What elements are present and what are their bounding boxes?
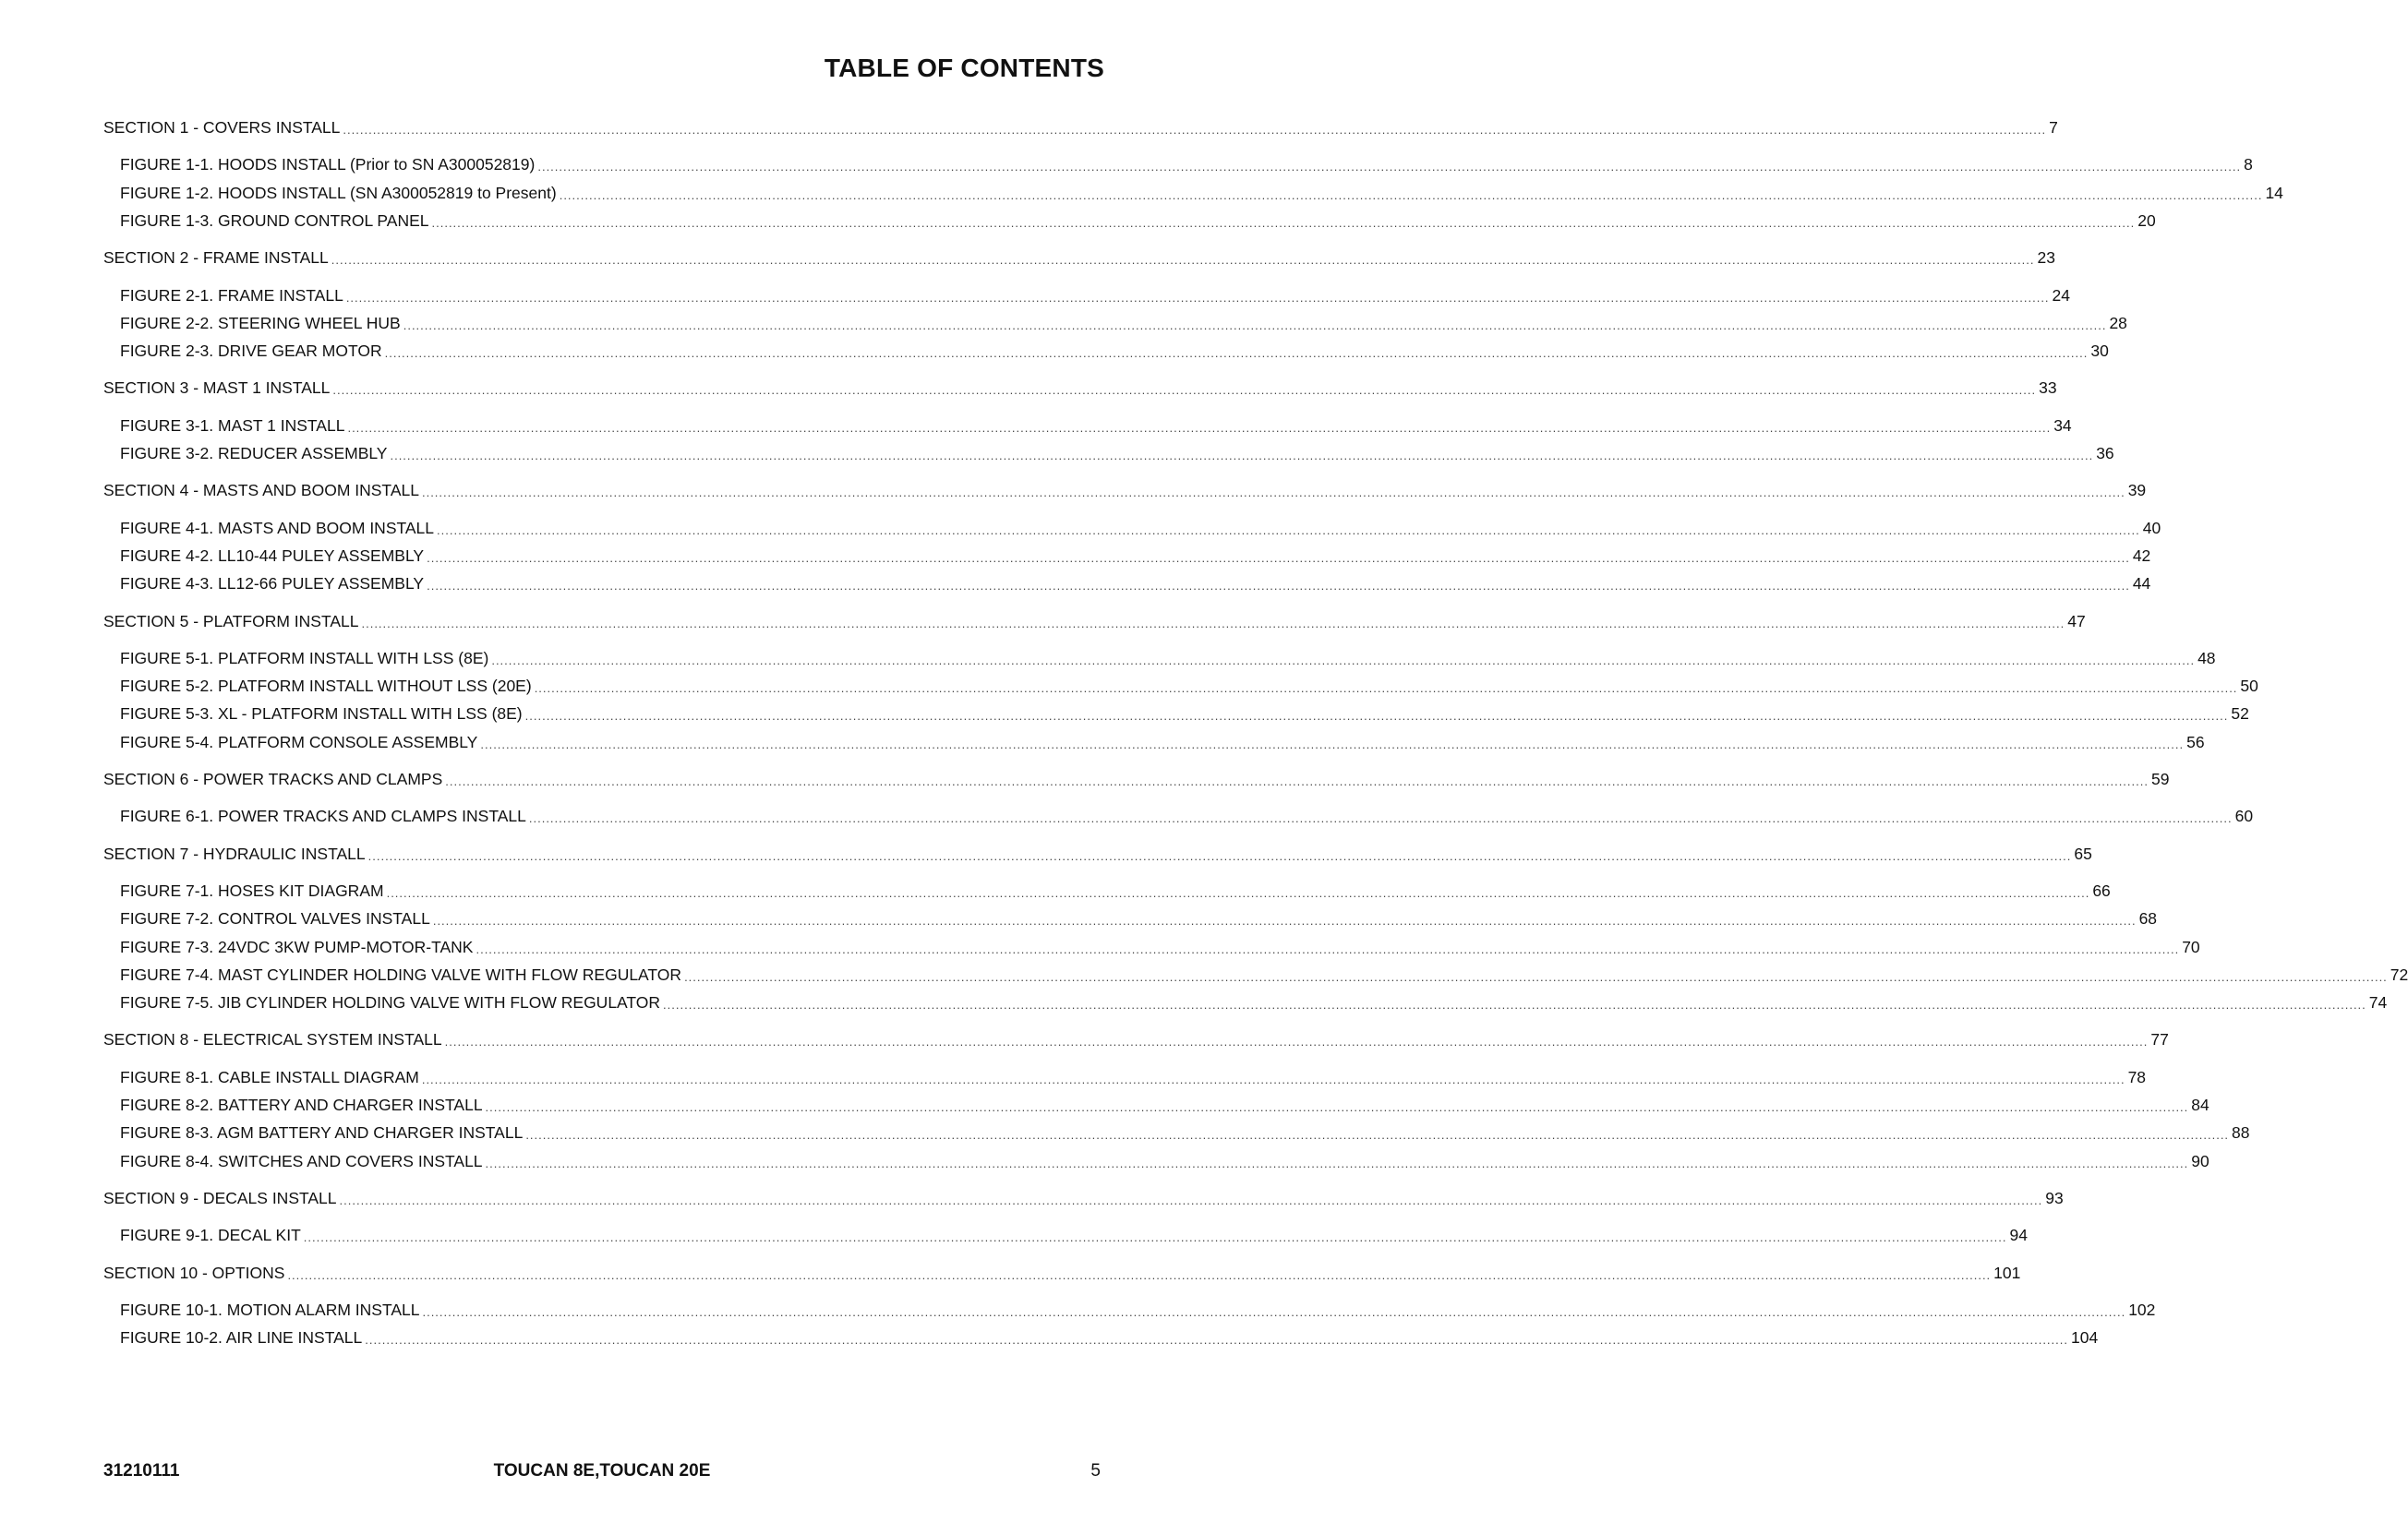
toc-entry-page: 36 — [2096, 444, 2114, 462]
toc-entry-section[interactable] — [103, 1263, 2021, 1283]
toc-entry-section[interactable] — [103, 770, 2170, 789]
toc-entry-page: 33 — [2039, 378, 2057, 398]
dot-leader: ................................................................................................................................................................................................................................................................................................................................................................................................................ — [386, 885, 2090, 900]
dot-leader: ................................................................................................................................................................................................................................................................................................................................................................................................................ — [485, 1100, 2189, 1114]
toc-entry-figure[interactable] — [103, 807, 2254, 826]
toc-entry-section[interactable] — [103, 248, 2055, 268]
dot-leader: ................................................................................................................................................................................................................................................................................................................................................................................................................ — [432, 914, 2137, 929]
toc-entry-label: FIGURE 8-2. BATTERY AND CHARGER INSTALL — [120, 1096, 483, 1114]
toc-entry-label: SECTION 6 - POWER TRACKS AND CLAMPS — [103, 770, 443, 788]
toc-entry-figure[interactable] — [103, 1328, 2099, 1348]
toc-entry-page: 20 — [2137, 210, 2156, 230]
toc-entry-figure[interactable] — [103, 993, 2388, 1013]
toc-entry-figure[interactable] — [103, 518, 2161, 538]
toc-entry-label: SECTION 7 - HYDRAULIC INSTALL — [103, 844, 366, 863]
toc-entry-page: 94 — [2009, 1226, 2028, 1245]
toc-entry-page: 102 — [2128, 1300, 2156, 1319]
toc-entry-page: 84 — [2191, 1096, 2209, 1114]
toc-entry-page: 74 — [2368, 993, 2388, 1013]
toc-entry-figure[interactable] — [103, 909, 2158, 929]
toc-entry-section[interactable] — [103, 1030, 2169, 1049]
toc-entry-page: 77 — [2150, 1030, 2169, 1049]
toc-entry-page: 101 — [1993, 1263, 2021, 1282]
toc-entry-page: 40 — [2142, 518, 2161, 537]
toc-entry-page: 28 — [2109, 313, 2127, 332]
page-footer — [103, 1461, 1101, 1483]
toc-entry-figure[interactable] — [103, 937, 2200, 957]
toc-entry-figure[interactable] — [103, 574, 2151, 594]
toc-entry-figure[interactable] — [103, 313, 2127, 333]
dot-leader: ................................................................................................................................................................................................................................................................................................................................................................................................................ — [445, 774, 2149, 788]
toc-entry-figure[interactable] — [103, 444, 2114, 463]
toc-entry-figure[interactable] — [103, 1067, 2147, 1087]
dot-leader: ................................................................................................................................................................................................................................................................................................................................................................................................................ — [303, 1230, 2007, 1245]
toc-entry-figure[interactable] — [103, 415, 2072, 436]
dot-leader: ................................................................................................................................................................................................................................................................................................................................................................................................................ — [339, 1193, 2043, 1207]
toc-entry-label: FIGURE 2-2. STEERING WHEEL HUB — [120, 313, 401, 332]
toc-entry-label: FIGURE 8-4. SWITCHES AND COVERS INSTALL — [120, 1151, 483, 1170]
toc-entry-figure[interactable] — [103, 155, 2253, 174]
toc-entry-label: FIGURE 9-1. DECAL KIT — [120, 1226, 301, 1245]
toc-entry-page: 48 — [2197, 648, 2216, 667]
dot-leader: ................................................................................................................................................................................................................................................................................................................................................................................................................ — [663, 998, 2366, 1013]
toc-entry-section[interactable] — [103, 1188, 2064, 1208]
dot-leader: ................................................................................................................................................................................................................................................................................................................................................................................................................ — [525, 1128, 2230, 1143]
dot-leader: ................................................................................................................................................................................................................................................................................................................................................................................................................ — [524, 709, 2229, 724]
toc-entry-figure[interactable] — [103, 704, 2249, 724]
toc-entry-label: FIGURE 5-1. PLATFORM INSTALL WITH LSS (8E) — [120, 648, 489, 667]
toc-entry-label: FIGURE 7-4. MAST CYLINDER HOLDING VALVE WITH FLOW REGULATOR — [120, 965, 682, 984]
toc-entry-figure[interactable] — [103, 1123, 2250, 1143]
toc-entry-label: FIGURE 7-5. JIB CYLINDER HOLDING VALVE WITH FLOW REGULATOR — [120, 993, 661, 1013]
toc-entry-page: 66 — [2092, 881, 2111, 900]
toc-entry-label: FIGURE 1-2. HOODS INSTALL (SN A300052819 to Present) — [120, 183, 557, 202]
toc-entry-label: FIGURE 5-4. PLATFORM CONSOLE ASSEMBLY — [120, 732, 478, 751]
toc-entry-label: FIGURE 7-3. 24VDC 3KW PUMP-MOTOR-TANK — [120, 937, 474, 956]
toc-entry-label: FIGURE 7-1. HOSES KIT DIAGRAM — [120, 881, 384, 900]
dot-leader: ................................................................................................................................................................................................................................................................................................................................................................................................................ — [427, 550, 2130, 565]
toc-entry-page: 60 — [2234, 807, 2254, 826]
dot-leader: ................................................................................................................................................................................................................................................................................................................................................................................................................ — [559, 187, 2263, 202]
toc-entry-section[interactable] — [103, 481, 2147, 500]
toc-entry-label: FIGURE 8-1. CABLE INSTALL DIAGRAM — [120, 1067, 419, 1086]
toc-entry-page: 34 — [2053, 415, 2072, 435]
dot-leader: ................................................................................................................................................................................................................................................................................................................................................................................................................ — [427, 579, 2130, 594]
toc-entry-figure[interactable] — [103, 1151, 2209, 1171]
dot-leader: ................................................................................................................................................................................................................................................................................................................................................................................................................ — [347, 420, 2052, 435]
toc-entry-label: FIGURE 4-1. MASTS AND BOOM INSTALL — [120, 518, 435, 537]
toc-entry-label: FIGURE 4-2. LL10-44 PULEY ASSEMBLY — [120, 546, 425, 565]
toc-entry-page: 68 — [2138, 909, 2158, 929]
toc-entry-figure[interactable] — [103, 285, 2071, 306]
dot-leader: ................................................................................................................................................................................................................................................................................................................................................................................................................ — [332, 383, 2037, 398]
toc-entry-section[interactable] — [103, 378, 2057, 398]
toc-entry-page: 47 — [2067, 611, 2086, 630]
toc-entry-figure[interactable] — [103, 1300, 2156, 1320]
footer-model: TOUCAN 8E,TOUCAN 20E — [493, 1461, 711, 1481]
toc-entry-page: 44 — [2132, 574, 2151, 594]
dot-leader: ................................................................................................................................................................................................................................................................................................................................................................................................................ — [287, 1267, 1992, 1282]
dot-leader: ................................................................................................................................................................................................................................................................................................................................................................................................................ — [491, 653, 2196, 667]
dot-leader: ................................................................................................................................................................................................................................................................................................................................................................................................................ — [534, 681, 2238, 696]
dot-leader: ................................................................................................................................................................................................................................................................................................................................................................................................................ — [422, 1304, 2126, 1319]
toc-entry-figure[interactable] — [103, 546, 2151, 566]
toc-entry-figure[interactable] — [103, 183, 2283, 203]
dot-leader: ................................................................................................................................................................................................................................................................................................................................................................................................................ — [421, 486, 2125, 500]
dot-leader: ................................................................................................................................................................................................................................................................................................................................................................................................................ — [421, 1072, 2125, 1086]
toc-entry-page: 88 — [2232, 1123, 2250, 1143]
toc-entry-label: FIGURE 6-1. POWER TRACKS AND CLAMPS INSTALL — [120, 807, 526, 826]
toc-entry-label: SECTION 10 - OPTIONS — [103, 1263, 285, 1282]
toc-entry-label: FIGURE 3-2. REDUCER ASSEMBLY — [120, 444, 388, 462]
toc-entry-page: 70 — [2182, 937, 2200, 956]
toc-entry-label: FIGURE 5-2. PLATFORM INSTALL WITHOUT LSS (20E) — [120, 677, 532, 696]
toc-entry-label: FIGURE 5-3. XL - PLATFORM INSTALL WITH LSS (8E) — [120, 704, 523, 724]
dot-leader: ................................................................................................................................................................................................................................................................................................................................................................................................................ — [684, 969, 2388, 984]
dot-leader: ................................................................................................................................................................................................................................................................................................................................................................................................................ — [367, 848, 2072, 863]
toc-entry-label: SECTION 4 - MASTS AND BOOM INSTALL — [103, 481, 419, 500]
toc-entry-section[interactable] — [103, 118, 2058, 138]
toc-entry-figure[interactable] — [103, 342, 2109, 361]
dot-leader: ................................................................................................................................................................................................................................................................................................................................................................................................................ — [345, 290, 2050, 305]
toc-entry-page: 14 — [2265, 183, 2283, 202]
dot-leader: ................................................................................................................................................................................................................................................................................................................................................................................................................ — [485, 1156, 2189, 1170]
dot-leader: ................................................................................................................................................................................................................................................................................................................................................................................................................ — [331, 253, 2035, 268]
toc-entry-label: FIGURE 2-1. FRAME INSTALL — [120, 285, 343, 305]
toc-entry-label: FIGURE 1-3. GROUND CONTROL PANEL — [120, 210, 429, 230]
toc-entry-label: SECTION 1 - COVERS INSTALL — [103, 118, 341, 137]
toc-entry-label: FIGURE 1-1. HOODS INSTALL (Prior to SN A300052819) — [120, 155, 536, 174]
toc-entry-label: FIGURE 10-2. AIR LINE INSTALL — [120, 1328, 363, 1348]
toc-entry-label: FIGURE 3-1. MAST 1 INSTALL — [120, 415, 345, 435]
dot-leader: ................................................................................................................................................................................................................................................................................................................................................................................................................ — [390, 449, 2094, 462]
toc-entry-page: 78 — [2127, 1067, 2147, 1086]
toc-entry-page: 90 — [2191, 1151, 2209, 1170]
toc-entry-label: SECTION 8 - ELECTRICAL SYSTEM INSTALL — [103, 1030, 442, 1049]
dot-leader: ................................................................................................................................................................................................................................................................................................................................................................................................................ — [437, 522, 2140, 537]
toc-entry-label: FIGURE 8-3. AGM BATTERY AND CHARGER INSTALL — [120, 1123, 524, 1143]
toc-entry-section[interactable] — [103, 844, 2092, 864]
toc-entry-page: 52 — [2231, 704, 2249, 724]
footer-doc-number: 31210111 — [103, 1461, 180, 1481]
toc-entry-page: 39 — [2127, 481, 2147, 500]
toc-entry-page: 23 — [2037, 248, 2055, 268]
toc-entry-figure[interactable] — [103, 1096, 2209, 1115]
toc-entry-page: 72 — [2390, 965, 2408, 984]
toc-entry-figure[interactable] — [103, 965, 2408, 985]
toc-entry-figure[interactable] — [103, 1226, 2028, 1245]
page-title: TABLE OF CONTENTS — [824, 54, 1104, 82]
toc-entry-figure[interactable] — [103, 881, 2111, 901]
toc-entry-label: FIGURE 10-1. MOTION ALARM INSTALL — [120, 1300, 420, 1319]
toc-entry-label: SECTION 9 - DECALS INSTALL — [103, 1188, 337, 1207]
toc-entry-page: 56 — [2186, 732, 2205, 751]
toc-entry-page: 93 — [2045, 1188, 2064, 1207]
toc-entry-page: 50 — [2240, 677, 2258, 696]
toc-entry-figure[interactable] — [103, 677, 2258, 696]
dot-leader: ................................................................................................................................................................................................................................................................................................................................................................................................................ — [361, 616, 2065, 630]
toc-entry-page: 104 — [2071, 1328, 2099, 1348]
toc-entry-label: FIGURE 2-3. DRIVE GEAR MOTOR — [120, 342, 382, 361]
dot-leader: ................................................................................................................................................................................................................................................................................................................................................................................................................ — [444, 1035, 2149, 1049]
dot-leader: ................................................................................................................................................................................................................................................................................................................................................................................................................ — [480, 737, 2185, 751]
toc-entry-label: FIGURE 4-3. LL12-66 PULEY ASSEMBLY — [120, 574, 425, 594]
toc-entry-page: 24 — [2052, 285, 2071, 305]
toc-entry-label: SECTION 5 - PLATFORM INSTALL — [103, 611, 359, 630]
toc-entry-page: 30 — [2090, 342, 2109, 361]
toc-entry-page: 59 — [2150, 770, 2170, 788]
dot-leader: ................................................................................................................................................................................................................................................................................................................................................................................................................ — [476, 941, 2180, 956]
toc-entry-label: FIGURE 7-2. CONTROL VALVES INSTALL — [120, 909, 430, 929]
footer-page-number: 5 — [1090, 1461, 1101, 1481]
toc-entry-section[interactable] — [103, 611, 2086, 631]
toc-entry-figure[interactable] — [103, 732, 2205, 752]
dot-leader: ................................................................................................................................................................................................................................................................................................................................................................................................................ — [431, 215, 2136, 230]
toc-entry-page: 8 — [2244, 155, 2253, 174]
toc-entry-page: 65 — [2074, 844, 2092, 863]
toc-entry-page: 7 — [2049, 118, 2058, 137]
dot-leader: ................................................................................................................................................................................................................................................................................................................................................................................................................ — [384, 346, 2089, 361]
dot-leader: ................................................................................................................................................................................................................................................................................................................................................................................................................ — [528, 811, 2233, 826]
toc-entry-label: SECTION 3 - MAST 1 INSTALL — [103, 378, 331, 398]
toc-entry-page: 42 — [2132, 546, 2151, 565]
dot-leader: ................................................................................................................................................................................................................................................................................................................................................................................................................ — [403, 318, 2107, 332]
dot-leader: ................................................................................................................................................................................................................................................................................................................................................................................................................ — [365, 1333, 2068, 1348]
toc-entry-figure[interactable] — [103, 210, 2156, 231]
toc-entry-label: SECTION 2 - FRAME INSTALL — [103, 248, 329, 268]
dot-leader: ................................................................................................................................................................................................................................................................................................................................................................................................................ — [343, 123, 2047, 137]
dot-leader: ................................................................................................................................................................................................................................................................................................................................................................................................................ — [537, 160, 2242, 174]
toc-entry-figure[interactable] — [103, 648, 2216, 668]
